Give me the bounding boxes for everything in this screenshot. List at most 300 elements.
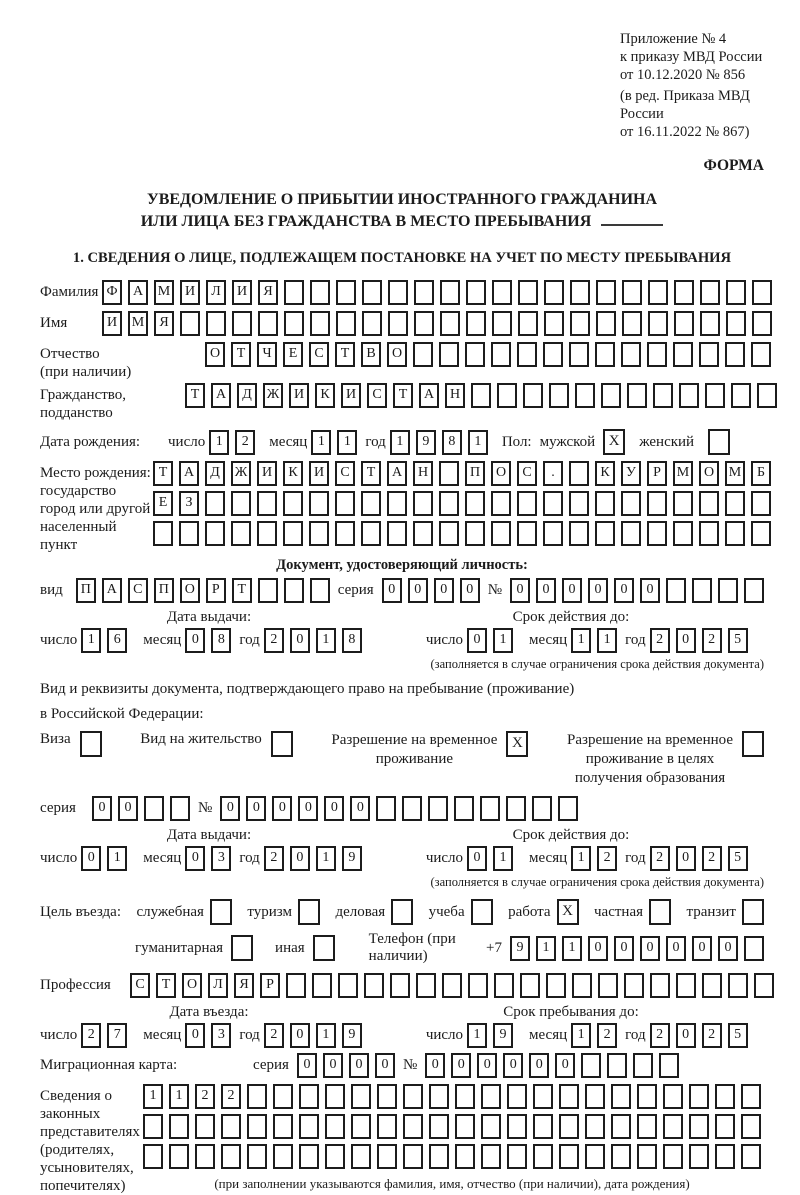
char-cell[interactable] <box>480 796 500 821</box>
char-cell[interactable]: 8 <box>342 628 362 653</box>
char-cell[interactable]: О <box>182 973 202 998</box>
char-cell[interactable] <box>179 521 199 546</box>
char-cell[interactable] <box>520 973 540 998</box>
char-cell[interactable] <box>471 383 491 408</box>
char-cell[interactable] <box>257 491 277 516</box>
char-cell[interactable] <box>206 311 226 336</box>
char-cell[interactable]: 7 <box>107 1023 127 1048</box>
char-cell[interactable] <box>523 383 543 408</box>
char-cell[interactable] <box>673 491 693 516</box>
char-cell[interactable] <box>336 311 356 336</box>
char-cell[interactable]: Ж <box>263 383 283 408</box>
char-cell[interactable] <box>744 578 764 603</box>
char-cell[interactable]: 0 <box>467 628 487 653</box>
char-cell[interactable]: Л <box>208 973 228 998</box>
char-cell[interactable]: С <box>367 383 387 408</box>
char-cell[interactable]: 2 <box>650 846 670 871</box>
char-cell[interactable] <box>362 280 382 305</box>
char-cell[interactable]: Ж <box>231 461 251 486</box>
residence-permit-checkbox[interactable] <box>271 731 293 757</box>
transit-checkbox[interactable] <box>742 899 764 925</box>
char-cell[interactable]: 9 <box>416 430 436 455</box>
char-cell[interactable] <box>699 491 719 516</box>
char-cell[interactable] <box>648 311 668 336</box>
char-cell[interactable]: М <box>725 461 745 486</box>
char-cell[interactable]: 0 <box>640 936 660 961</box>
char-cell[interactable]: 1 <box>467 1023 487 1048</box>
char-cell[interactable]: 0 <box>529 1053 549 1078</box>
char-cell[interactable]: Д <box>205 461 225 486</box>
char-cell[interactable]: Т <box>153 461 173 486</box>
char-cell[interactable] <box>284 280 304 305</box>
char-cell[interactable]: 0 <box>666 936 686 961</box>
char-cell[interactable]: 0 <box>425 1053 445 1078</box>
char-cell[interactable]: 0 <box>349 1053 369 1078</box>
char-cell[interactable]: 1 <box>316 628 336 653</box>
char-cell[interactable]: 0 <box>510 578 530 603</box>
char-cell[interactable]: Б <box>751 461 771 486</box>
char-cell[interactable]: 0 <box>676 846 696 871</box>
char-cell[interactable]: О <box>387 342 407 367</box>
char-cell[interactable]: 0 <box>185 1023 205 1048</box>
char-cell[interactable]: 2 <box>702 846 722 871</box>
char-cell[interactable] <box>532 796 552 821</box>
char-cell[interactable] <box>153 521 173 546</box>
char-cell[interactable] <box>377 1144 397 1169</box>
char-cell[interactable]: 0 <box>185 846 205 871</box>
char-cell[interactable] <box>637 1084 657 1109</box>
char-cell[interactable] <box>569 461 589 486</box>
char-cell[interactable] <box>728 973 748 998</box>
char-cell[interactable] <box>744 936 764 961</box>
char-cell[interactable]: 0 <box>118 796 138 821</box>
char-cell[interactable] <box>416 973 436 998</box>
char-cell[interactable]: 1 <box>493 846 513 871</box>
char-cell[interactable]: А <box>387 461 407 486</box>
char-cell[interactable] <box>414 311 434 336</box>
char-cell[interactable] <box>247 1114 267 1139</box>
char-cell[interactable]: 0 <box>614 936 634 961</box>
char-cell[interactable] <box>543 342 563 367</box>
char-cell[interactable] <box>517 491 537 516</box>
char-cell[interactable] <box>637 1114 657 1139</box>
temp-residence-checkbox[interactable]: X <box>506 731 528 757</box>
char-cell[interactable] <box>429 1144 449 1169</box>
char-cell[interactable]: 1 <box>169 1084 189 1109</box>
char-cell[interactable] <box>585 1084 605 1109</box>
char-cell[interactable]: А <box>128 280 148 305</box>
char-cell[interactable] <box>429 1084 449 1109</box>
char-cell[interactable] <box>439 491 459 516</box>
char-cell[interactable] <box>439 461 459 486</box>
char-cell[interactable]: 0 <box>220 796 240 821</box>
char-cell[interactable] <box>465 521 485 546</box>
char-cell[interactable] <box>205 491 225 516</box>
char-cell[interactable] <box>607 1053 627 1078</box>
char-cell[interactable] <box>647 491 667 516</box>
char-cell[interactable]: 3 <box>211 1023 231 1048</box>
char-cell[interactable]: 0 <box>451 1053 471 1078</box>
char-cell[interactable] <box>283 521 303 546</box>
char-cell[interactable]: 0 <box>434 578 454 603</box>
char-cell[interactable] <box>572 973 592 998</box>
char-cell[interactable] <box>621 491 641 516</box>
private-checkbox[interactable] <box>649 899 671 925</box>
char-cell[interactable] <box>414 280 434 305</box>
char-cell[interactable] <box>622 280 642 305</box>
char-cell[interactable]: 5 <box>728 1023 748 1048</box>
char-cell[interactable]: Т <box>335 342 355 367</box>
char-cell[interactable]: 1 <box>562 936 582 961</box>
char-cell[interactable]: О <box>699 461 719 486</box>
char-cell[interactable] <box>429 1114 449 1139</box>
char-cell[interactable] <box>299 1084 319 1109</box>
char-cell[interactable] <box>273 1114 293 1139</box>
char-cell[interactable]: С <box>309 342 329 367</box>
char-cell[interactable]: Т <box>156 973 176 998</box>
char-cell[interactable] <box>465 491 485 516</box>
char-cell[interactable] <box>247 1084 267 1109</box>
char-cell[interactable] <box>726 280 746 305</box>
char-cell[interactable]: 0 <box>290 846 310 871</box>
char-cell[interactable] <box>674 280 694 305</box>
char-cell[interactable] <box>231 491 251 516</box>
char-cell[interactable]: П <box>465 461 485 486</box>
char-cell[interactable]: 1 <box>143 1084 163 1109</box>
char-cell[interactable] <box>361 491 381 516</box>
char-cell[interactable] <box>466 311 486 336</box>
char-cell[interactable]: 0 <box>562 578 582 603</box>
char-cell[interactable]: У <box>621 461 641 486</box>
char-cell[interactable] <box>377 1114 397 1139</box>
char-cell[interactable] <box>558 796 578 821</box>
char-cell[interactable]: 0 <box>375 1053 395 1078</box>
char-cell[interactable] <box>440 280 460 305</box>
char-cell[interactable] <box>585 1144 605 1169</box>
char-cell[interactable] <box>481 1084 501 1109</box>
char-cell[interactable] <box>663 1114 683 1139</box>
char-cell[interactable] <box>247 1144 267 1169</box>
char-cell[interactable]: 9 <box>510 936 530 961</box>
char-cell[interactable]: О <box>491 461 511 486</box>
char-cell[interactable]: 0 <box>324 796 344 821</box>
char-cell[interactable]: 6 <box>107 628 127 653</box>
char-cell[interactable] <box>221 1144 241 1169</box>
char-cell[interactable]: 0 <box>298 796 318 821</box>
char-cell[interactable] <box>310 280 330 305</box>
char-cell[interactable] <box>258 578 278 603</box>
char-cell[interactable]: 0 <box>614 578 634 603</box>
char-cell[interactable] <box>741 1144 761 1169</box>
char-cell[interactable] <box>569 342 589 367</box>
char-cell[interactable]: С <box>335 461 355 486</box>
char-cell[interactable] <box>598 973 618 998</box>
char-cell[interactable] <box>310 578 330 603</box>
char-cell[interactable] <box>637 1144 657 1169</box>
char-cell[interactable] <box>544 311 564 336</box>
char-cell[interactable] <box>559 1114 579 1139</box>
char-cell[interactable] <box>575 383 595 408</box>
char-cell[interactable] <box>390 973 410 998</box>
char-cell[interactable]: Н <box>445 383 465 408</box>
char-cell[interactable] <box>543 491 563 516</box>
char-cell[interactable]: О <box>205 342 225 367</box>
char-cell[interactable] <box>570 311 590 336</box>
char-cell[interactable] <box>546 973 566 998</box>
char-cell[interactable] <box>325 1084 345 1109</box>
char-cell[interactable] <box>647 342 667 367</box>
char-cell[interactable]: 0 <box>297 1053 317 1078</box>
char-cell[interactable]: Я <box>258 280 278 305</box>
char-cell[interactable] <box>702 973 722 998</box>
char-cell[interactable] <box>674 311 694 336</box>
char-cell[interactable] <box>455 1144 475 1169</box>
char-cell[interactable] <box>595 342 615 367</box>
char-cell[interactable]: 0 <box>290 1023 310 1048</box>
business-checkbox[interactable] <box>391 899 413 925</box>
char-cell[interactable] <box>299 1114 319 1139</box>
char-cell[interactable] <box>440 311 460 336</box>
char-cell[interactable]: И <box>257 461 277 486</box>
char-cell[interactable]: 0 <box>290 628 310 653</box>
char-cell[interactable] <box>428 796 448 821</box>
char-cell[interactable]: 2 <box>650 1023 670 1048</box>
char-cell[interactable]: Я <box>154 311 174 336</box>
char-cell[interactable] <box>715 1144 735 1169</box>
char-cell[interactable]: 0 <box>692 936 712 961</box>
char-cell[interactable] <box>335 491 355 516</box>
char-cell[interactable] <box>569 521 589 546</box>
char-cell[interactable]: 2 <box>264 846 284 871</box>
char-cell[interactable]: П <box>154 578 174 603</box>
char-cell[interactable]: Т <box>361 461 381 486</box>
char-cell[interactable] <box>144 796 164 821</box>
char-cell[interactable] <box>507 1114 527 1139</box>
char-cell[interactable] <box>325 1114 345 1139</box>
char-cell[interactable] <box>705 383 725 408</box>
char-cell[interactable]: 1 <box>493 628 513 653</box>
female-checkbox[interactable] <box>708 429 730 455</box>
char-cell[interactable]: 0 <box>272 796 292 821</box>
char-cell[interactable] <box>143 1144 163 1169</box>
char-cell[interactable] <box>413 342 433 367</box>
char-cell[interactable] <box>284 311 304 336</box>
char-cell[interactable]: 1 <box>390 430 410 455</box>
char-cell[interactable] <box>533 1114 553 1139</box>
char-cell[interactable]: 1 <box>337 430 357 455</box>
char-cell[interactable]: А <box>419 383 439 408</box>
char-cell[interactable] <box>673 521 693 546</box>
char-cell[interactable] <box>751 521 771 546</box>
char-cell[interactable] <box>517 521 537 546</box>
char-cell[interactable]: 0 <box>555 1053 575 1078</box>
char-cell[interactable] <box>559 1084 579 1109</box>
char-cell[interactable]: С <box>130 973 150 998</box>
char-cell[interactable] <box>621 521 641 546</box>
char-cell[interactable] <box>387 521 407 546</box>
tourism-checkbox[interactable] <box>298 899 320 925</box>
char-cell[interactable]: 0 <box>350 796 370 821</box>
char-cell[interactable]: С <box>517 461 537 486</box>
char-cell[interactable] <box>581 1053 601 1078</box>
char-cell[interactable] <box>351 1114 371 1139</box>
char-cell[interactable] <box>751 342 771 367</box>
char-cell[interactable]: 0 <box>676 628 696 653</box>
char-cell[interactable]: Т <box>393 383 413 408</box>
char-cell[interactable] <box>351 1084 371 1109</box>
char-cell[interactable]: К <box>595 461 615 486</box>
char-cell[interactable] <box>653 383 673 408</box>
char-cell[interactable]: А <box>211 383 231 408</box>
char-cell[interactable] <box>231 521 251 546</box>
char-cell[interactable] <box>283 491 303 516</box>
char-cell[interactable]: 2 <box>597 846 617 871</box>
char-cell[interactable] <box>725 521 745 546</box>
char-cell[interactable] <box>442 973 462 998</box>
other-purpose-checkbox[interactable] <box>313 935 335 961</box>
char-cell[interactable]: С <box>128 578 148 603</box>
char-cell[interactable]: М <box>128 311 148 336</box>
char-cell[interactable] <box>169 1144 189 1169</box>
char-cell[interactable] <box>195 1114 215 1139</box>
char-cell[interactable]: 1 <box>316 846 336 871</box>
char-cell[interactable]: 1 <box>468 430 488 455</box>
char-cell[interactable] <box>569 491 589 516</box>
char-cell[interactable] <box>650 973 670 998</box>
char-cell[interactable]: 1 <box>316 1023 336 1048</box>
char-cell[interactable]: И <box>309 461 329 486</box>
char-cell[interactable]: З <box>179 491 199 516</box>
char-cell[interactable]: 0 <box>185 628 205 653</box>
char-cell[interactable] <box>518 280 538 305</box>
char-cell[interactable] <box>507 1144 527 1169</box>
char-cell[interactable] <box>596 280 616 305</box>
char-cell[interactable] <box>718 578 738 603</box>
char-cell[interactable]: 1 <box>597 628 617 653</box>
char-cell[interactable] <box>364 973 384 998</box>
char-cell[interactable]: 0 <box>323 1053 343 1078</box>
study-checkbox[interactable] <box>471 899 493 925</box>
char-cell[interactable] <box>679 383 699 408</box>
char-cell[interactable]: 0 <box>92 796 112 821</box>
visa-checkbox[interactable] <box>80 731 102 757</box>
char-cell[interactable]: 0 <box>408 578 428 603</box>
char-cell[interactable]: 0 <box>246 796 266 821</box>
char-cell[interactable] <box>376 796 396 821</box>
char-cell[interactable] <box>621 342 641 367</box>
char-cell[interactable] <box>403 1144 423 1169</box>
char-cell[interactable] <box>284 578 304 603</box>
char-cell[interactable] <box>544 280 564 305</box>
char-cell[interactable] <box>699 342 719 367</box>
char-cell[interactable] <box>518 311 538 336</box>
char-cell[interactable]: Т <box>231 342 251 367</box>
char-cell[interactable]: О <box>180 578 200 603</box>
char-cell[interactable] <box>595 521 615 546</box>
char-cell[interactable] <box>455 1114 475 1139</box>
char-cell[interactable] <box>596 311 616 336</box>
char-cell[interactable] <box>659 1053 679 1078</box>
char-cell[interactable] <box>361 521 381 546</box>
char-cell[interactable]: 2 <box>597 1023 617 1048</box>
char-cell[interactable] <box>741 1114 761 1139</box>
char-cell[interactable]: 0 <box>640 578 660 603</box>
char-cell[interactable] <box>752 311 772 336</box>
char-cell[interactable]: 2 <box>264 1023 284 1048</box>
char-cell[interactable]: 0 <box>536 578 556 603</box>
char-cell[interactable]: 0 <box>81 846 101 871</box>
char-cell[interactable]: 1 <box>571 628 591 653</box>
char-cell[interactable]: 0 <box>382 578 402 603</box>
char-cell[interactable]: Р <box>647 461 667 486</box>
char-cell[interactable]: М <box>673 461 693 486</box>
char-cell[interactable]: М <box>154 280 174 305</box>
char-cell[interactable] <box>205 521 225 546</box>
char-cell[interactable] <box>611 1084 631 1109</box>
char-cell[interactable]: 0 <box>718 936 738 961</box>
char-cell[interactable]: Е <box>283 342 303 367</box>
char-cell[interactable]: П <box>76 578 96 603</box>
char-cell[interactable] <box>491 342 511 367</box>
char-cell[interactable]: 9 <box>493 1023 513 1048</box>
char-cell[interactable] <box>170 796 190 821</box>
char-cell[interactable] <box>169 1114 189 1139</box>
char-cell[interactable]: 8 <box>211 628 231 653</box>
char-cell[interactable] <box>351 1144 371 1169</box>
char-cell[interactable] <box>715 1084 735 1109</box>
char-cell[interactable] <box>309 491 329 516</box>
char-cell[interactable] <box>492 280 512 305</box>
char-cell[interactable]: 2 <box>702 1023 722 1048</box>
char-cell[interactable]: 9 <box>342 846 362 871</box>
char-cell[interactable]: 0 <box>588 936 608 961</box>
char-cell[interactable] <box>273 1084 293 1109</box>
char-cell[interactable] <box>741 1084 761 1109</box>
char-cell[interactable] <box>549 383 569 408</box>
char-cell[interactable]: А <box>102 578 122 603</box>
char-cell[interactable]: И <box>102 311 122 336</box>
char-cell[interactable] <box>754 973 774 998</box>
char-cell[interactable]: 1 <box>81 628 101 653</box>
char-cell[interactable]: 2 <box>702 628 722 653</box>
char-cell[interactable] <box>624 973 644 998</box>
char-cell[interactable]: А <box>179 461 199 486</box>
char-cell[interactable] <box>413 491 433 516</box>
char-cell[interactable] <box>299 1144 319 1169</box>
char-cell[interactable]: 0 <box>503 1053 523 1078</box>
char-cell[interactable] <box>468 973 488 998</box>
char-cell[interactable] <box>676 973 696 998</box>
char-cell[interactable] <box>286 973 306 998</box>
char-cell[interactable] <box>725 342 745 367</box>
char-cell[interactable] <box>403 1084 423 1109</box>
char-cell[interactable]: 2 <box>235 430 255 455</box>
char-cell[interactable]: 0 <box>467 846 487 871</box>
char-cell[interactable]: Е <box>153 491 173 516</box>
char-cell[interactable] <box>180 311 200 336</box>
char-cell[interactable]: 2 <box>650 628 670 653</box>
char-cell[interactable] <box>622 311 642 336</box>
char-cell[interactable] <box>752 280 772 305</box>
char-cell[interactable]: 1 <box>209 430 229 455</box>
humanitarian-checkbox[interactable] <box>231 935 253 961</box>
char-cell[interactable]: 1 <box>571 846 591 871</box>
char-cell[interactable] <box>492 311 512 336</box>
char-cell[interactable] <box>611 1144 631 1169</box>
temp-residence-education-checkbox[interactable] <box>742 731 764 757</box>
char-cell[interactable] <box>673 342 693 367</box>
char-cell[interactable]: 0 <box>460 578 480 603</box>
